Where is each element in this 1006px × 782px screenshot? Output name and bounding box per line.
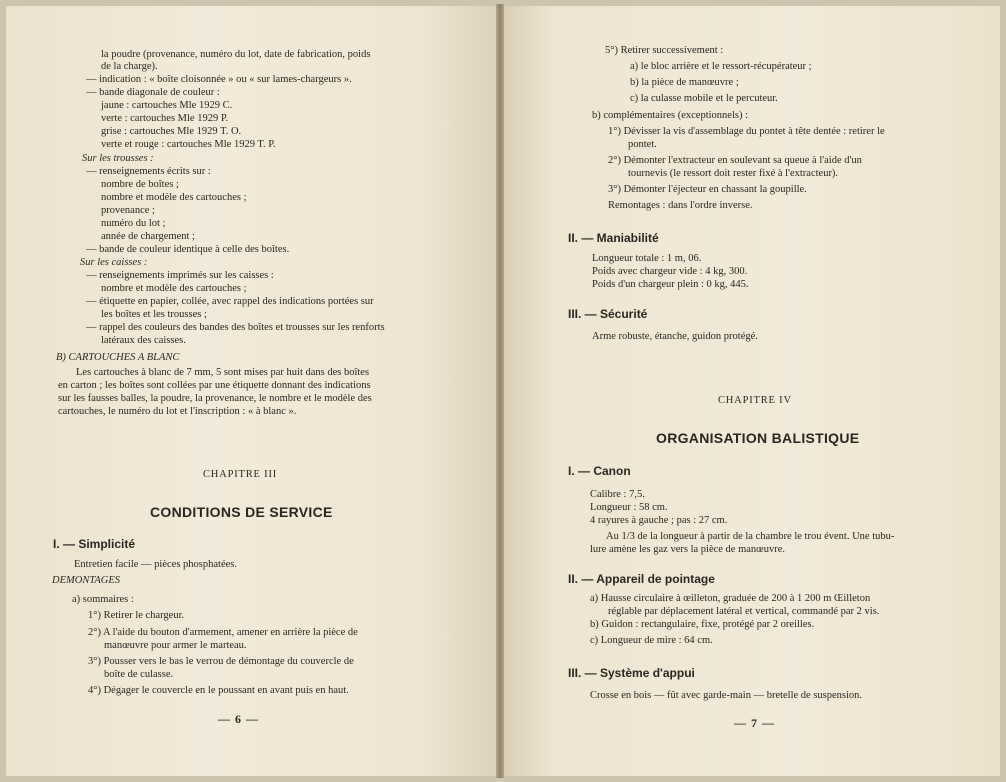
paragraph-line: Au 1/3 de la longueur à partir de la chambre le trou évent. Une tubu- xyxy=(606,531,895,542)
left-page xyxy=(6,6,496,776)
chapter-title: CONDITIONS DE SERVICE xyxy=(150,504,333,520)
list-heading: b) complémentaires (exceptionnels) : xyxy=(592,110,748,121)
list-item: 2°) A l'aide du bouton d'armement, amener en arrière la pièce de xyxy=(88,627,358,638)
section-heading: III. — Système d'appui xyxy=(568,666,695,680)
right-page xyxy=(504,6,1000,776)
body-line: Entretien facile — pièces phosphatées. xyxy=(74,559,237,570)
chapter-label: CHAPITRE IV xyxy=(718,395,792,406)
list-item: verte : cartouches Mle 1929 P. xyxy=(101,113,229,124)
list-item: 1°) Dévisser la vis d'assemblage du pontet à tête dentée : retirer le xyxy=(608,126,885,137)
list-item: les boîtes et les trousses ; xyxy=(101,309,207,320)
body-line: Crosse en bois — fût avec garde-main — bretelle de suspension. xyxy=(590,690,863,701)
body-line: Poids avec chargeur vide : 4 kg, 300. xyxy=(592,266,748,277)
list-item: jaune : cartouches Mle 1929 C. xyxy=(101,100,233,111)
section-heading: II. — Appareil de pointage xyxy=(568,572,715,586)
paragraph-line: lure amène les gaz vers la pièce de manœuvre. xyxy=(590,544,786,555)
list-item: — étiquette en papier, collée, avec rappel des indications portées sur xyxy=(86,296,374,307)
chapter-title: ORGANISATION BALISTIQUE xyxy=(656,430,860,446)
paragraph-line: sur les fausses balles, la poudre, la provenance, le nombre et le modèle des xyxy=(58,393,372,404)
list-item: — bande diagonale de couleur : xyxy=(86,87,220,98)
list-item: manœuvre pour armer le marteau. xyxy=(104,640,247,651)
list-item: — bande de couleur identique à celle des boîtes. xyxy=(86,244,290,255)
list-item: 2°) Démonter l'extracteur en soulevant sa queue à l'aide d'un xyxy=(608,155,862,166)
section-heading: III. — Sécurité xyxy=(568,307,648,321)
list-item: nombre et modèle des cartouches ; xyxy=(101,283,247,294)
list-item: — indication : « boîte cloisonnée » ou « sur lames-chargeurs ». xyxy=(86,74,352,85)
list-item: 3°) Pousser vers le bas le verrou de démontage du couvercle de xyxy=(88,656,354,667)
section-heading: II. — Maniabilité xyxy=(568,231,659,245)
list-item: grise : cartouches Mle 1929 T. O. xyxy=(101,126,242,137)
list-item: b) Guidon : rectangulaire, fixe, protégé par 2 oreilles. xyxy=(590,619,815,630)
list-item: 5°) Retirer successivement : xyxy=(605,45,724,56)
list-item: — renseignements imprimés sur les caisses : xyxy=(86,270,274,281)
body-line: Arme robuste, étanche, guidon protégé. xyxy=(592,331,758,342)
page-number: — 6 — xyxy=(218,712,259,726)
section-heading: B) CARTOUCHES A BLANC xyxy=(56,352,180,363)
list-item: année de chargement ; xyxy=(101,231,195,242)
list-item: a) Hausse circulaire à œilleton, graduée de 200 à 1 200 m Œilleton xyxy=(590,593,871,604)
list-item: provenance ; xyxy=(101,205,155,216)
list-item: c) Longueur de mire : 64 cm. xyxy=(590,635,713,646)
book-gutter xyxy=(496,4,504,778)
list-item: a) le bloc arrière et le ressort-récupérateur ; xyxy=(630,61,812,72)
list-item: latéraux des caisses. xyxy=(101,335,186,346)
list-item: nombre de boîtes ; xyxy=(101,179,179,190)
subheading: Sur les trousses : xyxy=(82,153,154,164)
list-item: pontet. xyxy=(628,139,657,150)
subheading: DEMONTAGES xyxy=(52,575,121,586)
chapter-label: CHAPITRE III xyxy=(203,469,278,480)
body-line: Longueur : 58 cm. xyxy=(590,502,668,513)
paragraph-line: Les cartouches à blanc de 7 mm, 5 sont mises par huit dans des boîtes xyxy=(76,367,370,378)
body-line: Longueur totale : 1 m, 06. xyxy=(592,253,702,264)
list-item: 1°) Retirer le chargeur. xyxy=(88,610,185,621)
body-line: Calibre : 7,5. xyxy=(590,489,645,500)
list-item: 3°) Démonter l'éjecteur en chassant la goupille. xyxy=(608,184,807,195)
body-line: Poids d'un chargeur plein : 0 kg, 445. xyxy=(592,279,749,290)
body-line: 4 rayures à gauche ; pas : 27 cm. xyxy=(590,515,728,526)
list-heading: a) sommaires : xyxy=(72,594,134,605)
list-item: nombre et modèle des cartouches ; xyxy=(101,192,247,203)
list-item: boîte de culasse. xyxy=(104,669,174,680)
paragraph-line: en carton ; les boîtes sont collées par une étiquette donnant des indications xyxy=(58,380,371,391)
list-item: verte et rouge : cartouches Mle 1929 T. P. xyxy=(101,139,276,150)
section-heading: I. — Simplicité xyxy=(53,537,136,551)
list-item: tournevis (le ressort doit rester fixé à l'extracteur). xyxy=(628,168,839,179)
section-heading: I. — Canon xyxy=(568,464,631,478)
body-line: de la charge). xyxy=(101,61,158,72)
list-item: numéro du lot ; xyxy=(101,218,166,229)
page-number: — 7 — xyxy=(734,716,775,730)
list-item: — rappel des couleurs des bandes des boîtes et trousses sur les renforts xyxy=(86,322,385,333)
list-item: — renseignements écrits sur : xyxy=(86,166,211,177)
subheading: Sur les caisses : xyxy=(80,257,148,268)
body-line: la poudre (provenance, numéro du lot, date de fabrication, poids xyxy=(101,49,371,60)
paragraph-line: cartouches, le numéro du lot et l'inscription : « à blanc ». xyxy=(58,406,297,417)
list-item: réglable par déplacement latéral et vertical, commandé par 2 vis. xyxy=(608,606,880,617)
list-item: c) la culasse mobile et le percuteur. xyxy=(630,93,778,104)
list-item: 4°) Dégager le couvercle en le poussant en avant puis en haut. xyxy=(88,685,349,696)
body-line: Remontages : dans l'ordre inverse. xyxy=(608,200,753,211)
list-item: b) la pièce de manœuvre ; xyxy=(630,77,739,88)
